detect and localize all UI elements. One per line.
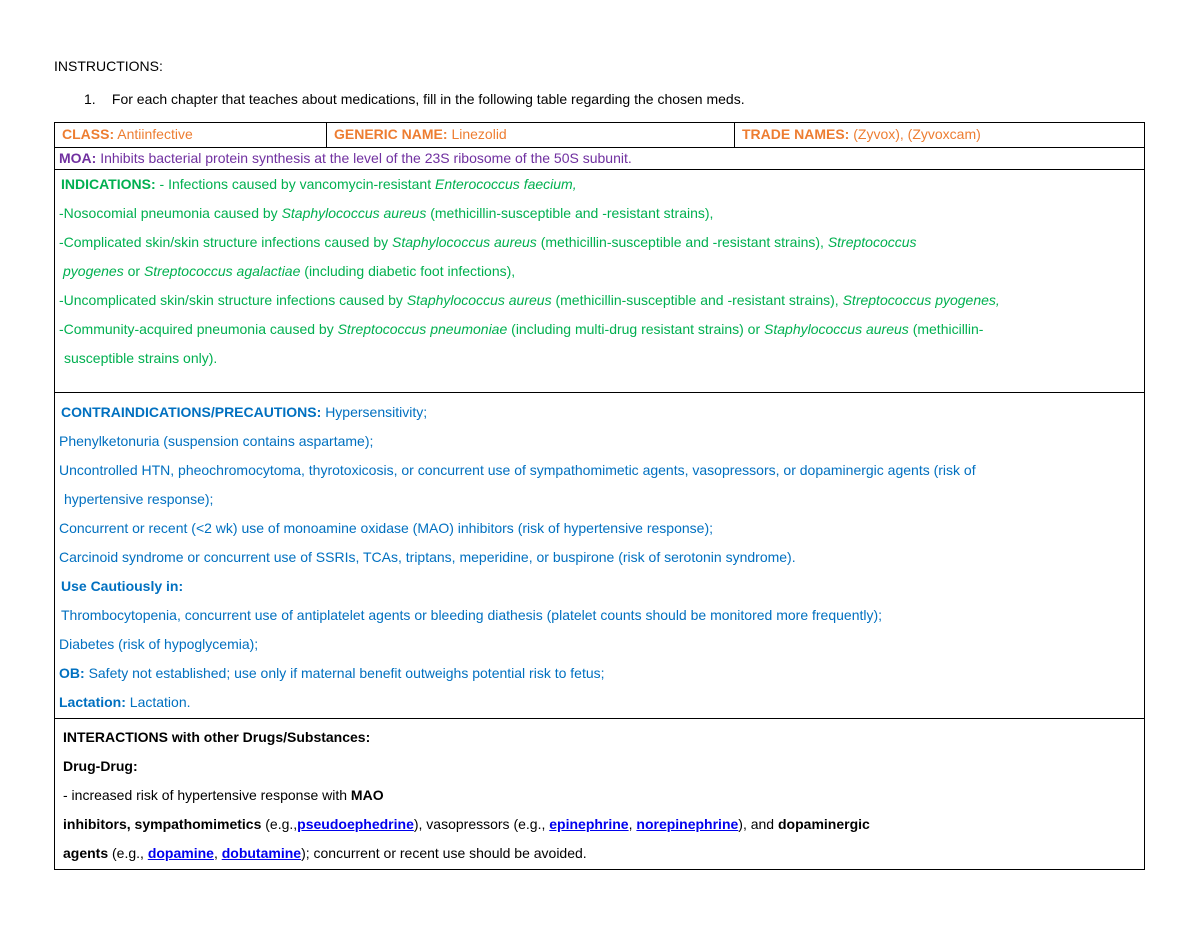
- generic-name-label: GENERIC NAME:: [334, 126, 448, 142]
- caution-label: Use Cautiously in:: [61, 578, 184, 594]
- drug-drug-label: Drug-Drug:: [63, 758, 138, 774]
- trade-names-value: (Zyvox), (Zyvoxcam): [853, 126, 981, 142]
- interactions-text: ), vasopressors (e.g.,: [413, 816, 546, 832]
- contraindications-cell: [55, 393, 1145, 719]
- dopamine-link[interactable]: dopamine: [147, 845, 214, 861]
- trade-names-label: TRADE NAMES:: [742, 126, 850, 142]
- indications-text: - Infections caused by vancomycin-resistant: [159, 176, 432, 192]
- caution-line: [55, 630, 1144, 659]
- contraindications-line: [55, 485, 1144, 514]
- moa-text: Inhibits bacterial protein synthesis at the level of the 23S ribosome of the 50S subunit.: [100, 150, 632, 166]
- indications-text: (including multi-drug resistant strains) or: [511, 321, 761, 337]
- instructions-item-number: 1.: [84, 91, 96, 107]
- interactions-text: - increased risk of hypertensive response with: [63, 787, 348, 803]
- contraindications-row: [55, 393, 1145, 719]
- lactation-text: Lactation.: [129, 694, 191, 710]
- lactation-label: Lactation:: [59, 694, 126, 710]
- medication-table: [54, 122, 1145, 870]
- caution-line: [55, 601, 1144, 630]
- class-value: Antiinfective: [117, 126, 193, 142]
- indications-line: [55, 315, 1144, 344]
- interactions-text: ,: [213, 845, 218, 861]
- interactions-bold-text: agents: [63, 845, 109, 861]
- generic-name-cell: [327, 123, 735, 148]
- instructions-item: [84, 91, 745, 107]
- dobutamine-link[interactable]: dobutamine: [221, 845, 302, 861]
- ob-label: OB:: [59, 665, 85, 681]
- caution-heading: [55, 572, 1144, 601]
- trade-names-cell: [735, 123, 1145, 148]
- indications-text: -Nosocomial pneumonia caused by: [59, 205, 278, 221]
- indications-text: -Uncomplicated skin/skin structure infections caused by: [59, 292, 403, 308]
- epinephrine-link[interactable]: epinephrine: [549, 816, 629, 832]
- moa-row: [55, 148, 1145, 170]
- indications-cell: [55, 170, 1145, 393]
- generic-name-value: Linezolid: [451, 126, 507, 142]
- organism-name: Staphylococcus aureus: [406, 292, 552, 308]
- contraindications-label: CONTRAINDICATIONS/PRECAUTIONS:: [61, 404, 322, 420]
- header-row: [55, 123, 1145, 148]
- indications-row: [55, 170, 1145, 393]
- interactions-text: ), and: [738, 816, 775, 832]
- interactions-label: INTERACTIONS with other Drugs/Substances:: [63, 729, 371, 745]
- interactions-text: ,: [628, 816, 633, 832]
- ob-text: Safety not established; use only if maternal benefit outweighs potential risk to fetus;: [88, 665, 605, 681]
- interactions-text: (e.g.,: [112, 845, 144, 861]
- interactions-heading: [55, 723, 1144, 752]
- interactions-text: ); concurrent or recent use should be avoided.: [301, 845, 587, 861]
- contraindications-text: hypertensive response);: [64, 491, 214, 507]
- indications-text: -Complicated skin/skin structure infections caused by: [59, 234, 389, 250]
- indications-text: (methicillin-: [912, 321, 984, 337]
- indications-line: [55, 228, 1144, 257]
- contraindications-line: [55, 427, 1144, 456]
- contraindications-text: Hypersensitivity;: [325, 404, 428, 420]
- indications-text: (including diabetic foot infections),: [304, 263, 516, 279]
- organism-name: Streptococcus pneumoniae: [337, 321, 508, 337]
- organism-name: Streptococcus pyogenes,: [842, 292, 1000, 308]
- contraindications-text: Phenylketonuria (suspension contains aspartame);: [59, 433, 374, 449]
- contraindications-line: [55, 398, 1144, 427]
- contraindications-line: [55, 543, 1144, 572]
- indications-label: INDICATIONS:: [61, 176, 156, 192]
- class-label: CLASS:: [62, 126, 115, 142]
- organism-name: Staphylococcus aureus: [392, 234, 537, 250]
- organism-name: Streptococcus: [827, 234, 917, 250]
- norepinephrine-link[interactable]: norepinephrine: [636, 816, 739, 832]
- indications-text: susceptible strains only).: [64, 350, 218, 366]
- interactions-row: [55, 719, 1145, 870]
- ob-line: [55, 659, 1144, 688]
- indications-text: (methicillin-susceptible and -resistant strains),: [540, 234, 824, 250]
- indications-text: -Community-acquired pneumonia caused by: [59, 321, 334, 337]
- interactions-bold-text: MAO: [350, 787, 384, 803]
- contraindications-text: Carcinoid syndrome or concurrent use of SSRIs, TCAs, triptans, meperidine, or buspirone (risk of serotonin syndrome).: [59, 549, 796, 565]
- instructions-title: INSTRUCTIONS:: [54, 58, 163, 74]
- interactions-line: [55, 839, 1144, 868]
- drug-drug-heading: [55, 752, 1144, 781]
- indications-line: [55, 286, 1144, 315]
- interactions-bold-text: inhibitors, sympathomimetics: [63, 816, 262, 832]
- interactions-line: [55, 781, 1144, 810]
- interactions-text: (e.g.,: [265, 816, 298, 832]
- instructions-item-text: For each chapter that teaches about medications, fill in the following table regarding the chosen meds.: [111, 91, 745, 107]
- interactions-line: [55, 810, 1144, 839]
- indications-text: or: [127, 263, 141, 279]
- caution-text: Thrombocytopenia, concurrent use of antiplatelet agents or bleeding diathesis (platelet counts should be monitored more frequently);: [61, 607, 883, 623]
- contraindications-text: Concurrent or recent (<2 wk) use of monoamine oxidase (MAO) inhibitors (risk of hypertensive response);: [59, 520, 713, 536]
- indications-line: [55, 170, 1144, 199]
- interactions-bold-text: dopaminergic: [778, 816, 870, 832]
- indications-text: (methicillin-susceptible and -resistant strains),: [430, 205, 714, 221]
- indications-line: [55, 344, 1144, 373]
- class-cell: [55, 123, 327, 148]
- organism-name: Staphylococcus aureus: [281, 205, 427, 221]
- indications-line: [55, 257, 1144, 286]
- organism-name: pyogenes: [63, 263, 124, 279]
- lactation-line: [55, 688, 1144, 717]
- indications-line: [55, 199, 1144, 228]
- pseudoephedrine-link[interactable]: pseudoephedrine: [297, 816, 414, 832]
- organism-name: Enterococcus faecium,: [434, 176, 577, 192]
- interactions-cell: [55, 719, 1145, 870]
- contraindications-line: [55, 514, 1144, 543]
- caution-text: Diabetes (risk of hypoglycemia);: [59, 636, 259, 652]
- moa-label: MOA:: [59, 150, 97, 166]
- organism-name: Staphylococcus aureus: [764, 321, 909, 337]
- moa-cell: [55, 148, 1145, 170]
- indications-text: (methicillin-susceptible and -resistant strains),: [555, 292, 839, 308]
- contraindications-line: [55, 456, 1144, 485]
- contraindications-text: Uncontrolled HTN, pheochromocytoma, thyrotoxicosis, or concurrent use of sympathomimetic agents, vasopressors, or dopaminergic agents (risk of: [59, 462, 976, 478]
- organism-name: Streptococcus agalactiae: [143, 263, 301, 279]
